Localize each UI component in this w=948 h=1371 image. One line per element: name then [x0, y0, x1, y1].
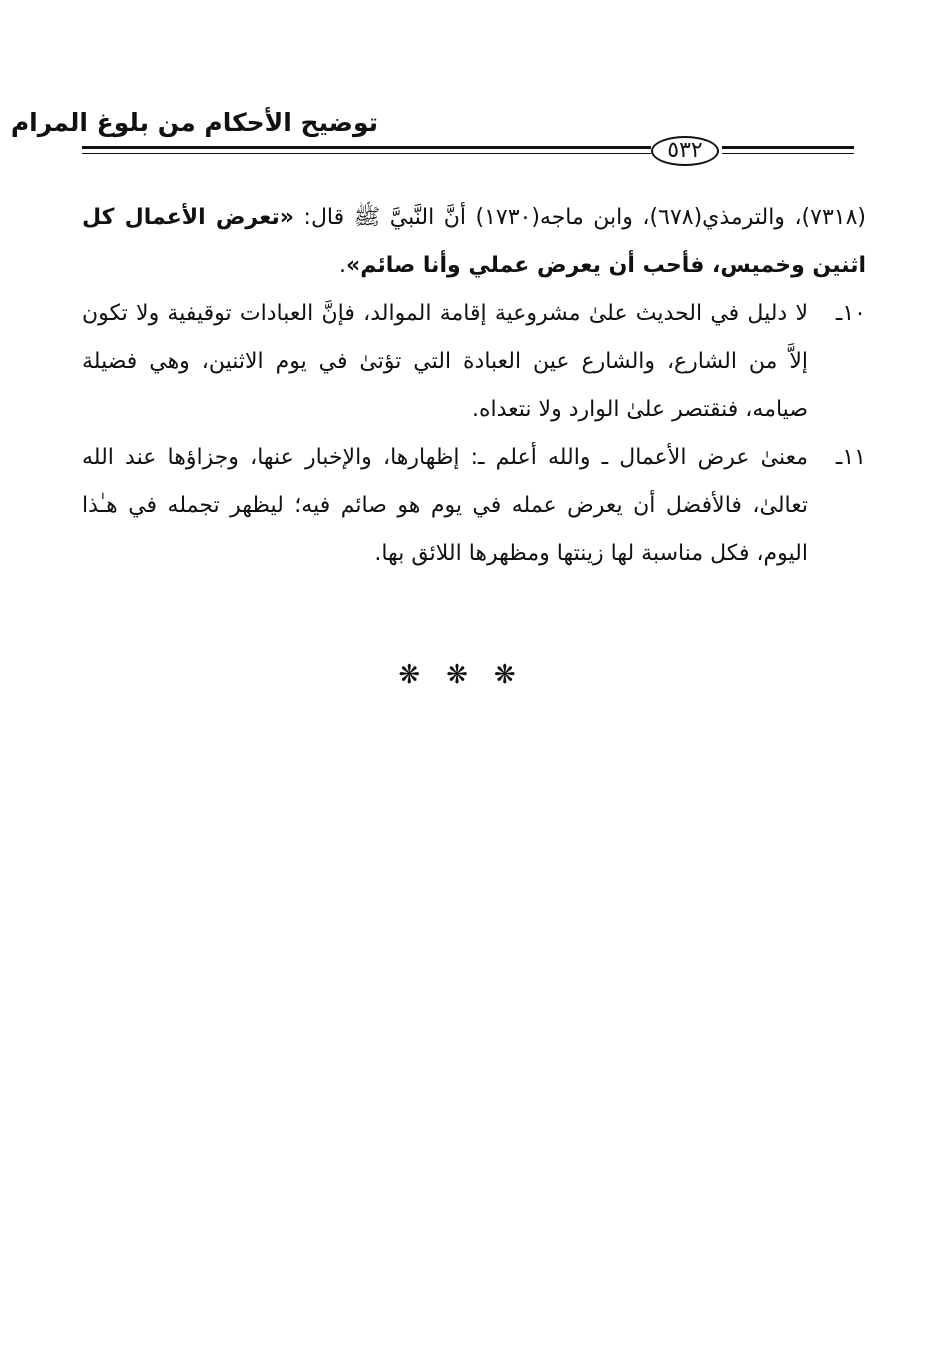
header-rule-right	[722, 146, 854, 149]
header-rule-right-thin	[722, 153, 854, 154]
page-number-badge: ٥٣٢	[651, 136, 719, 166]
citation-end: .	[339, 253, 347, 278]
citation-text: (٧٣١٨)، والترمذي(٦٧٨)، وابن ماجه(١٧٣٠) أنَّ النَّبيَّ ﷺ قال:	[294, 205, 866, 230]
point-number: ١١ـ	[835, 445, 866, 470]
header-rule-left	[82, 146, 651, 149]
point-text: معنىٰ عرض الأعمال ـ والله أعلم ـ: إظهارها، والإخبار عنها، وجزاؤها عند الله تعالىٰ، فالأفضل أن يعرض عمله في يوم هو صائم فيه؛ ليظهر تجمله في هـٰذا اليوم، فكل مناسبة لها زينتها ومظهرها اللائق بها.	[82, 445, 808, 566]
paragraph-point-11	[82, 434, 866, 578]
paragraph-point-10	[82, 290, 866, 434]
header-rule-left-thin	[82, 153, 651, 154]
running-title: توضيح الأحكام من بلوغ المرام	[10, 108, 378, 137]
section-separator-stars: ❋❋❋	[398, 660, 542, 690]
point-number: ١٠ـ	[835, 301, 866, 326]
paragraph-hadith-citation	[82, 194, 866, 290]
point-text: لا دليل في الحديث علىٰ مشروعية إقامة الموالد، فإنَّ العبادات توقيفية ولا تكون إلاَّ من الشارع، والشارع عين العبادة التي تؤتىٰ في يوم الاثنين، وهي فضيلة صيامه، فنقتصر علىٰ الوارد ولا نتعداه.	[82, 301, 808, 422]
hadith-quote: «تعرض الأعمال كل اثنين وخميس، فأحب أن يعرض عملي وأنا صائم»	[82, 205, 866, 278]
body-text	[82, 194, 866, 578]
